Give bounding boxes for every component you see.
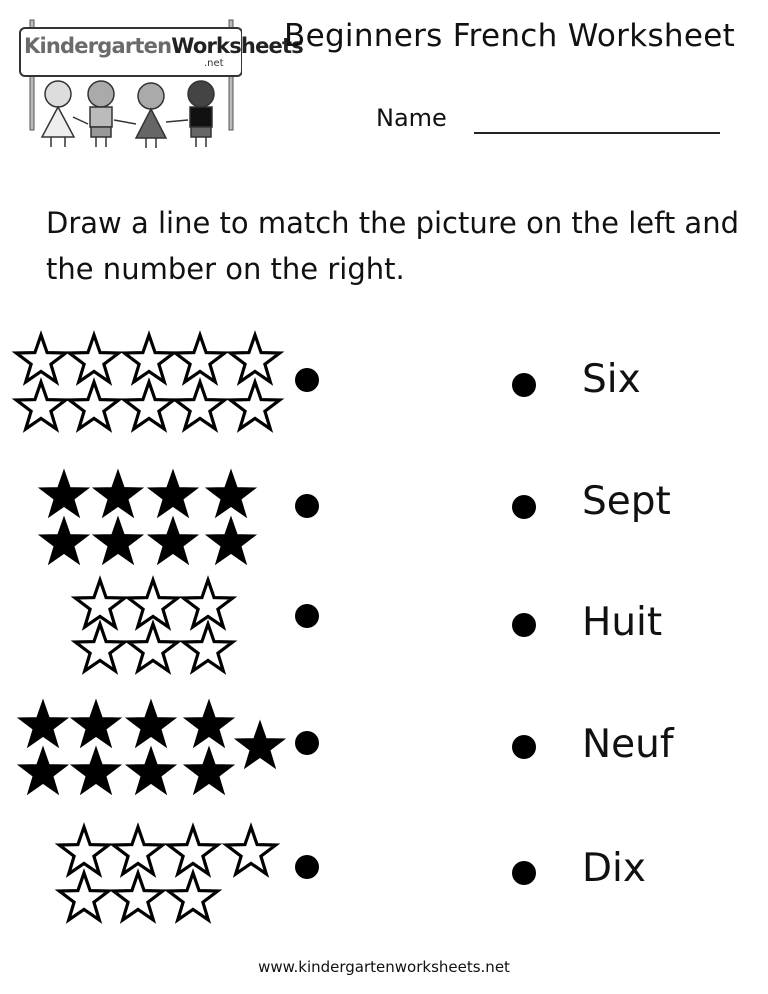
- french-number-word-2: Sept: [582, 479, 671, 524]
- french-number-word-3: Huit: [582, 600, 663, 645]
- footer-website-url: www.kindergartenworksheets.net: [258, 958, 510, 976]
- left-match-dot-5[interactable]: [295, 855, 319, 879]
- logo-suffix: .net: [204, 58, 224, 69]
- left-match-dot-2[interactable]: [295, 494, 319, 518]
- star-group-5-seven-outline: [0, 815, 300, 935]
- name-label: Name: [376, 104, 447, 132]
- right-match-dot-2[interactable]: [512, 495, 536, 519]
- left-match-dot-4[interactable]: [295, 731, 319, 755]
- left-match-dot-1[interactable]: [295, 368, 319, 392]
- worksheet-title: Beginners French Worksheet: [284, 18, 736, 54]
- instructions-text: Draw a line to match the picture on the left and the number on the right.: [46, 206, 739, 286]
- right-match-dot-5[interactable]: [512, 861, 536, 885]
- right-match-dot-3[interactable]: [512, 613, 536, 637]
- logo-brand-part1: Kindergarten: [24, 34, 172, 58]
- right-match-dot-1[interactable]: [512, 373, 536, 397]
- french-number-word-4: Neuf: [582, 722, 674, 767]
- french-number-word-1: Six: [582, 357, 641, 402]
- logo-kids-holding-sign-icon: [18, 12, 242, 152]
- logo-brand-part2: Worksheets: [171, 34, 303, 58]
- french-number-word-5: Dix: [582, 846, 646, 891]
- kindergarten-worksheets-logo: [18, 12, 303, 152]
- star-group-2-eight-filled: [0, 460, 300, 580]
- star-group-4-nine-filled: [0, 690, 300, 810]
- right-match-dot-4[interactable]: [512, 735, 536, 759]
- star-group-1-ten-outline: [0, 320, 300, 440]
- star-group-3-six-outline: [0, 570, 300, 690]
- left-match-dot-3[interactable]: [295, 604, 319, 628]
- name-input-line[interactable]: [474, 132, 720, 134]
